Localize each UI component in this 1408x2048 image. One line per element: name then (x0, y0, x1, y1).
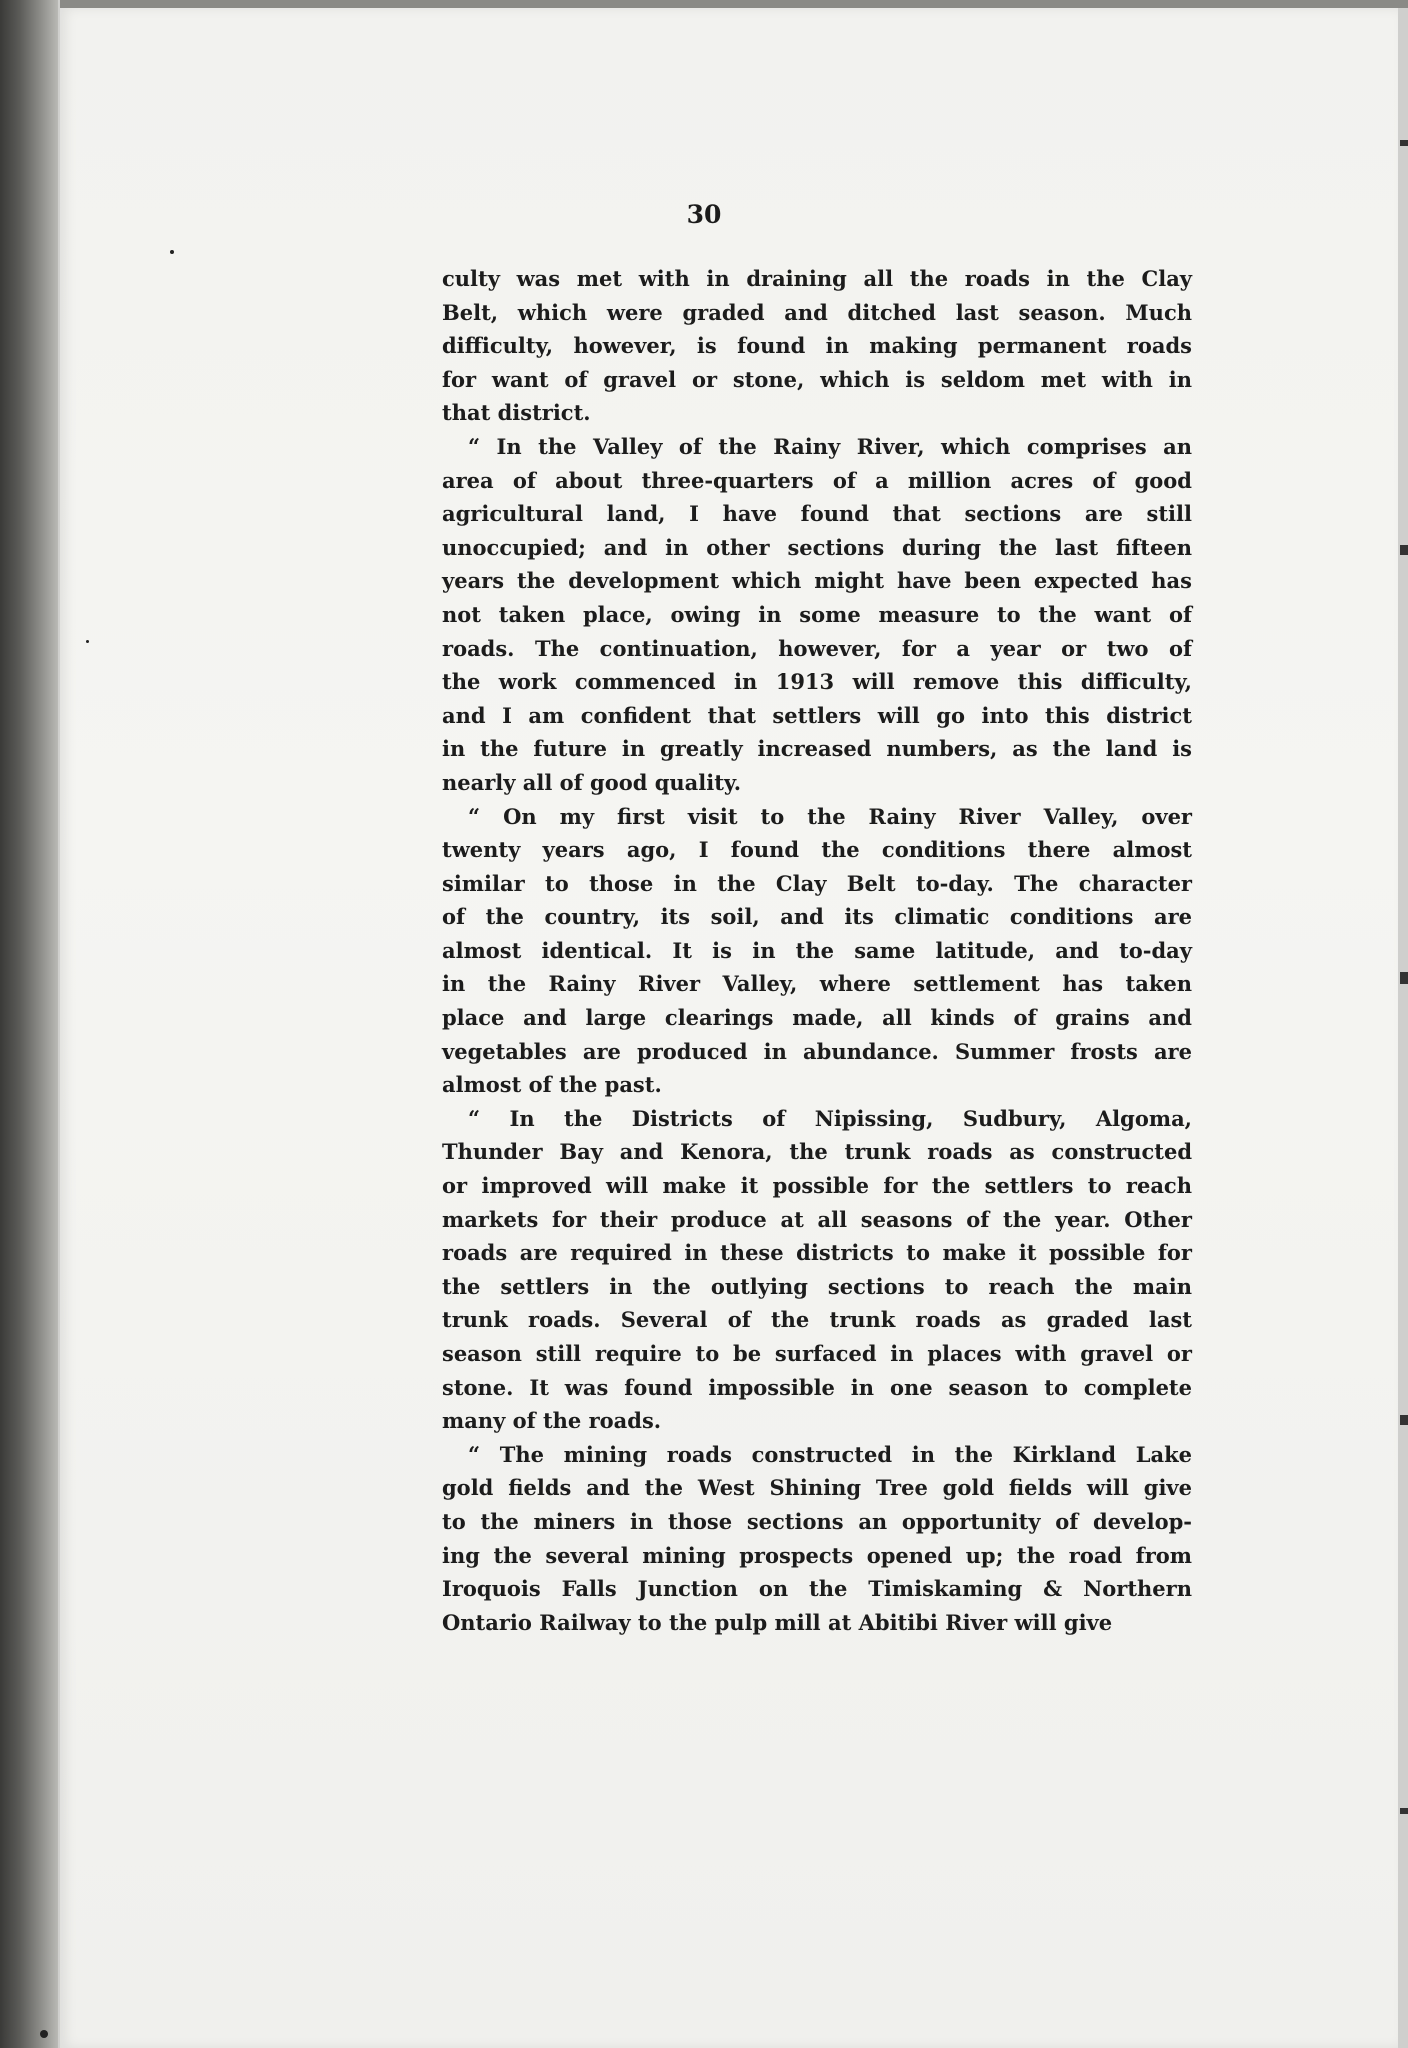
text-line: almost identical. It is in the same latitude, and to-day (442, 937, 1192, 963)
text-line: season still require to be surfaced in places with gravel or (442, 1341, 1192, 1366)
text-line: “ On my first visit to the Rainy River Valley, over (468, 803, 1192, 829)
paragraph (442, 430, 1192, 800)
paragraph (442, 1438, 1192, 1640)
text-line: almost of the past. (442, 1072, 662, 1098)
text-line: similar to those in the Clay Belt to-day. The character (442, 870, 1192, 896)
scan-edge-mark (1400, 545, 1408, 555)
text-line: twenty years ago, I found the conditions there almost (442, 837, 1192, 863)
text-line: the work commenced in 1913 will remove this difficulty, (442, 669, 1192, 695)
text-line: Ontario Railway to the pulp mill at Abitibi River will give (442, 1609, 1113, 1635)
scan-speck (86, 640, 89, 643)
page-top-edge (60, 0, 1408, 8)
text-line: place and large clearings made, all kinds of grains and (442, 1005, 1192, 1031)
text-line: that district. (442, 400, 591, 426)
text-line: or improved will make it possible for the settlers to reach (442, 1173, 1192, 1199)
text-line: gold fields and the West Shining Tree gold fields will give (442, 1475, 1192, 1501)
text-line: Belt, which were graded and ditched last season. Much (442, 299, 1192, 325)
text-line: of the country, its soil, and its climatic conditions are (442, 904, 1192, 930)
text-line: “ In the Districts of Nipissing, Sudbury, Algoma, (468, 1105, 1192, 1131)
text-line: agricultural land, I have found that sections are still (442, 501, 1192, 527)
scan-speck (170, 250, 174, 254)
text-line: the settlers in the outlying sections to reach the main (442, 1273, 1192, 1299)
scan-edge-mark (1400, 1808, 1408, 1814)
text-line: nearly all of good quality. (442, 769, 742, 795)
text-line: Iroquois Falls Junction on the Timiskaming & Northern (442, 1576, 1192, 1602)
text-line: “ The mining roads constructed in the Kirkland Lake (468, 1441, 1192, 1467)
text-line: for want of gravel or stone, which is seldom met with in (442, 366, 1192, 392)
paragraph (442, 800, 1192, 1102)
text-line: in the Rainy River Valley, where settlement has taken (442, 971, 1192, 997)
scan-edge-mark (1400, 140, 1408, 146)
paragraph (442, 262, 1192, 430)
text-line: vegetables are produced in abundance. Summer frosts are (442, 1038, 1192, 1064)
text-line: and I am confident that settlers will go into this district (442, 702, 1192, 728)
text-line: Thunder Bay and Kenora, the trunk roads as constructed (442, 1139, 1192, 1165)
scan-edge-mark (1400, 972, 1408, 984)
text-line: culty was met with in draining all the roads in the Clay (442, 266, 1192, 291)
text-line: ing the several mining prospects opened up; the road from (442, 1542, 1192, 1568)
page-number: 30 (686, 200, 722, 229)
text-line: difficulty, however, is found in making permanent roads (442, 333, 1192, 359)
text-line: area of about three-quarters of a million acres of good (442, 467, 1192, 493)
text-line: many of the roads. (442, 1408, 662, 1434)
text-line: stone. It was found impossible in one season to complete (442, 1374, 1192, 1400)
book-binding (0, 0, 58, 2048)
scan-speck (40, 2030, 48, 2038)
scan-edge-mark (1400, 1415, 1408, 1425)
text-line: trunk roads. Several of the trunk roads as graded last (442, 1307, 1192, 1333)
text-line: years the development which might have been expected has (442, 568, 1192, 594)
text-line: markets for their produce at all seasons of the year. Other (442, 1206, 1192, 1232)
text-line: in the future in greatly increased numbers, as the land is (442, 736, 1192, 762)
text-line: roads are required in these districts to make it possible for (442, 1240, 1192, 1266)
text-line: unoccupied; and in other sections during the last fifteen (442, 534, 1192, 560)
text-line: “ In the Valley of the Rainy River, which comprises an (468, 433, 1192, 459)
text-line: roads. The continuation, however, for a year or two of (442, 635, 1192, 661)
paragraph (442, 1102, 1192, 1438)
text-line: not taken place, owing in some measure to the want of (442, 601, 1192, 627)
body-text (442, 262, 1192, 1639)
text-line: to the miners in those sections an opportunity of develop- (442, 1508, 1192, 1534)
